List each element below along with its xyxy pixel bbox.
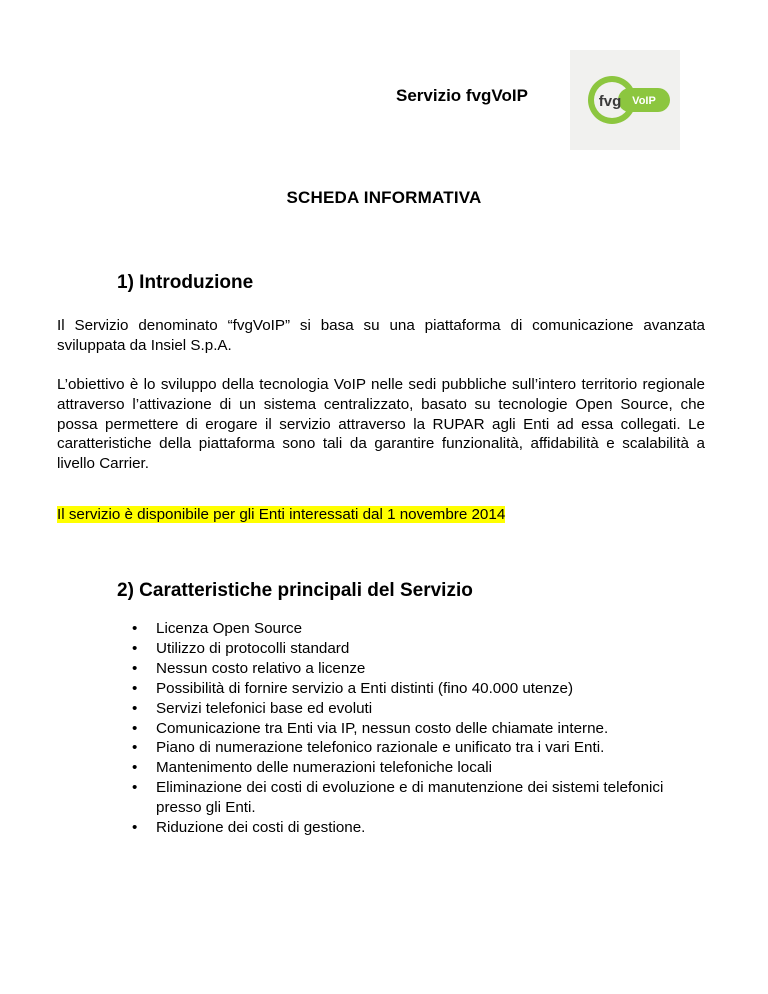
- list-item-text: Mantenimento delle numerazioni telefoniche locali: [156, 759, 493, 777]
- bullet: •: [132, 759, 138, 777]
- availability-highlight: Il servizio è disponibile per gli Enti interessati dal 1 novembre 2014: [57, 506, 506, 523]
- list-item: [130, 619, 710, 639]
- section-heading-caratteristiche: 2) Caratteristiche principali del Servizio: [117, 580, 473, 601]
- list-item-text: Possibilità di fornire servizio a Enti distinti (fino 40.000 utenze): [156, 679, 574, 697]
- list-item: [130, 679, 710, 699]
- list-item: [130, 719, 710, 739]
- list-item: [130, 738, 710, 758]
- bullet: •: [132, 699, 138, 717]
- list-item-text: Eliminazione dei costi di evoluzione e di manutenzione dei sistemi telefonici presso gli Enti.: [156, 779, 664, 817]
- list-item-text: Utilizzo di protocolli standard: [156, 639, 350, 657]
- list-item: [130, 758, 710, 778]
- logo-text-main: fvg: [598, 93, 622, 110]
- section-heading-introduzione: 1) Introduzione: [117, 272, 254, 293]
- intro-paragraph: Il Servizio denominato “fvgVoIP” si basa su una piattaforma di comunicazione avanzata sviluppata da Insiel S.p.A.: [57, 317, 705, 354]
- list-item-text: Comunicazione tra Enti via IP, nessun costo delle chiamate interne.: [156, 719, 609, 737]
- service-title: Servizio fvgVoIP: [396, 86, 528, 105]
- list-item-text: Riduzione dei costi di gestione.: [156, 819, 366, 837]
- fvgvoip-logo: [570, 50, 680, 150]
- availability-notice: [57, 505, 705, 525]
- bullet: •: [132, 779, 138, 797]
- document-title: SCHEDA INFORMATIVA: [286, 188, 482, 207]
- bullet: •: [132, 659, 138, 677]
- list-item-text: Servizi telefonici base ed evoluti: [156, 699, 373, 717]
- bullet: •: [132, 679, 138, 697]
- bullet: •: [132, 639, 138, 657]
- list-item-text: Piano di numerazione telefonico razionale e unificato tra i vari Enti.: [156, 739, 605, 757]
- list-item: [130, 639, 710, 659]
- bullet: •: [132, 620, 138, 637]
- bullet: •: [132, 719, 138, 737]
- fvgvoip-logo-mark: [570, 50, 680, 150]
- list-item-text: Licenza Open Source: [156, 620, 303, 637]
- list-item: [130, 659, 710, 679]
- logo-text-badge: VoIP: [632, 95, 656, 107]
- list-item: [130, 699, 710, 719]
- bullet: •: [132, 819, 138, 837]
- features-list: [130, 619, 710, 838]
- objective-paragraph: L’obiettivo è lo sviluppo della tecnologia VoIP nelle sedi pubbliche sull’intero territorio regionale attraverso l’attivazione di un sistema centralizzato, basato su tecnologie Open Source, che possa permettere di erogare il servizio attraverso la RUPAR agli Enti ad essa collegati. Le caratteristiche della piattaforma sono tali da garantire funzionalità, affidabilità e scalabilità a livello Carrier.: [57, 376, 705, 473]
- bullet: •: [132, 739, 138, 757]
- list-item: [130, 818, 710, 838]
- list-item: [130, 778, 710, 818]
- list-item-text: Nessun costo relativo a licenze: [156, 659, 366, 677]
